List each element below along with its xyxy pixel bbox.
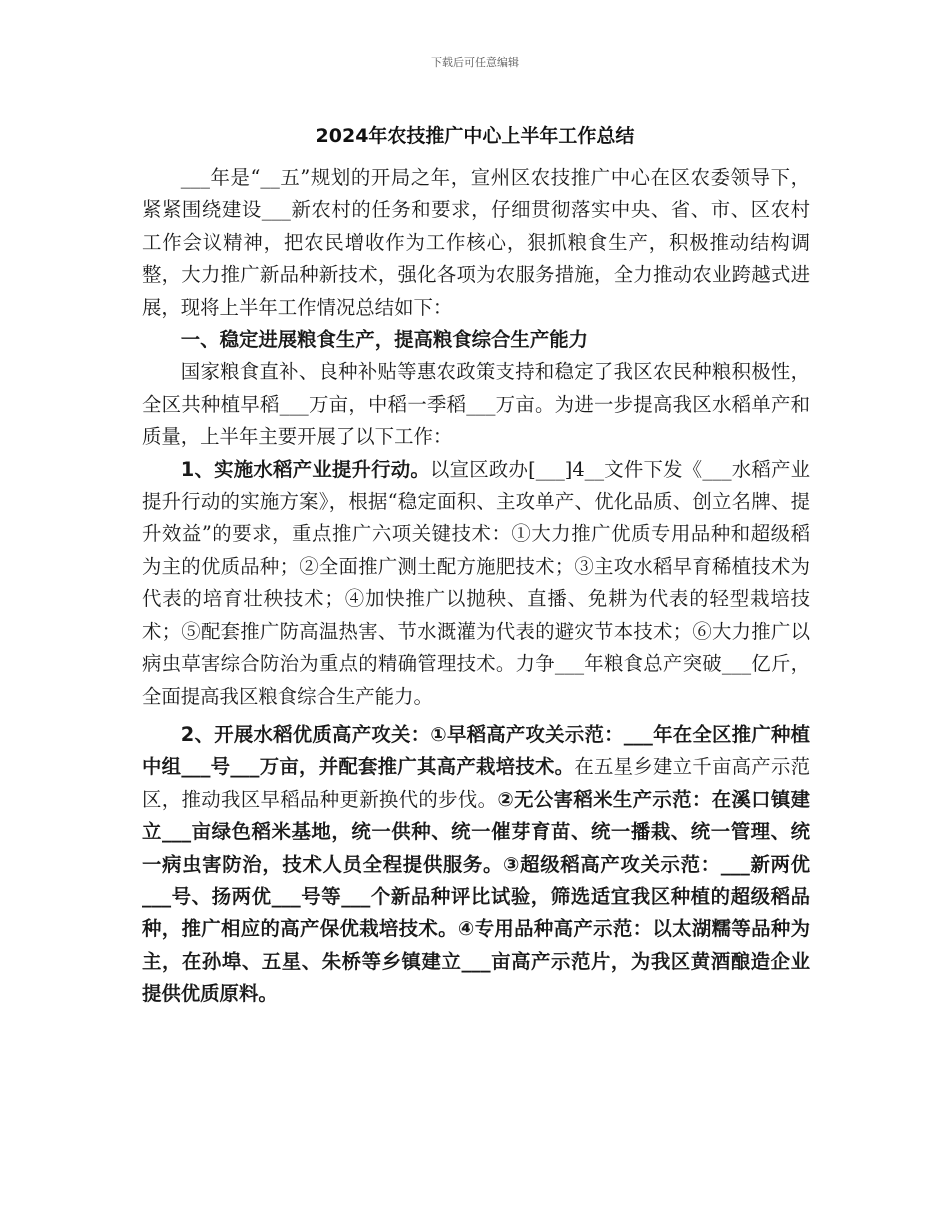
page-header-note: 下载后可任意编辑	[431, 56, 519, 69]
item-2-lead: 2、开展水稻优质高产攻关：①早稻高产攻关示范：___年在全区推广种植中组___号___万亩，并配套推广其高产栽培技术。	[142, 722, 810, 779]
item-1-lead: 1、实施水稻产业提升行动。	[180, 457, 431, 481]
document-body	[142, 162, 810, 1011]
item-1-paragraph	[142, 454, 810, 713]
item-2-plain: 在五星乡建立千亩高产示范区，推动我区早稻品种更新换代的步伐。	[142, 755, 811, 811]
intro-paragraph: ___年是“__五”规划的开局之年，宣州区农技推广中心在区农委领导下，紧紧围绕建设___新农村的任务和要求，仔细贯彻落实中央、省、市、区农村工作会议精神，把农民增收作为工作核心，狠抓粮食生产，积极推动结构调整，大力推广新品种新技术，强化各项为农服务措施，全力推动农业跨越式进展，现将上半年工作情况总结如下：	[142, 166, 810, 319]
item-2-paragraph	[142, 719, 810, 1011]
item-1-text: 以宣区政办[___]4__文件下发《___水稻产业提升行动的实施方案》，根据“稳定面积、主攻单产、优化品质、创立名牌、提升效益”的要求，重点推广六项关键技术：①大力推广优质专用品种和超级稻为主的优质品种；②全面推广测土配方施肥技术；③主攻水稻早育稀植技术为代表的培育壮秧技术；④加快推广以抛秧、直播、免耕为代表的轻型栽培技术；⑤配套推广防高温热害、节水溉灌为代表的避灾节本技术；⑥大力推广以病虫草害综合防治为重点的精确管理技术。力争___年粮食总产突破___亿斤，全面提高我区粮食综合生产能力。	[142, 457, 811, 708]
item-2-rest: ②无公害稻米生产示范：在溪口镇建立___亩绿色稻米基地，统一供种、统一催芽育苗、统一播栽、统一管理、统一病虫害防治，技术人员全程提供服务。③超级稻高产攻关示范：___新两优___号、扬两优___号等___个新品种评比试验，筛选适宜我区种植的超级稻品种，推广相应的高产保优栽培技术。④专用品种高产示范：以太湖糯等品种为主，在孙埠、五星、朱桥等乡镇建立___亩高产示范片，为我区黄酒酿造企业提供优质原料。	[142, 787, 810, 1006]
section-1-intro-paragraph: 国家粮食直补、良种补贴等惠农政策支持和稳定了我区农民种粮积极性，全区共种植早稻___万亩，中稻一季稻___万亩。为进一步提高我区水稻单产和质量，上半年主要开展了以下工作：	[142, 360, 810, 449]
document-title: 2024年农技推广中心上半年工作总结	[315, 125, 635, 147]
section-1-heading: 一、稳定进展粮食生产，提高粮食综合生产能力	[180, 328, 588, 352]
